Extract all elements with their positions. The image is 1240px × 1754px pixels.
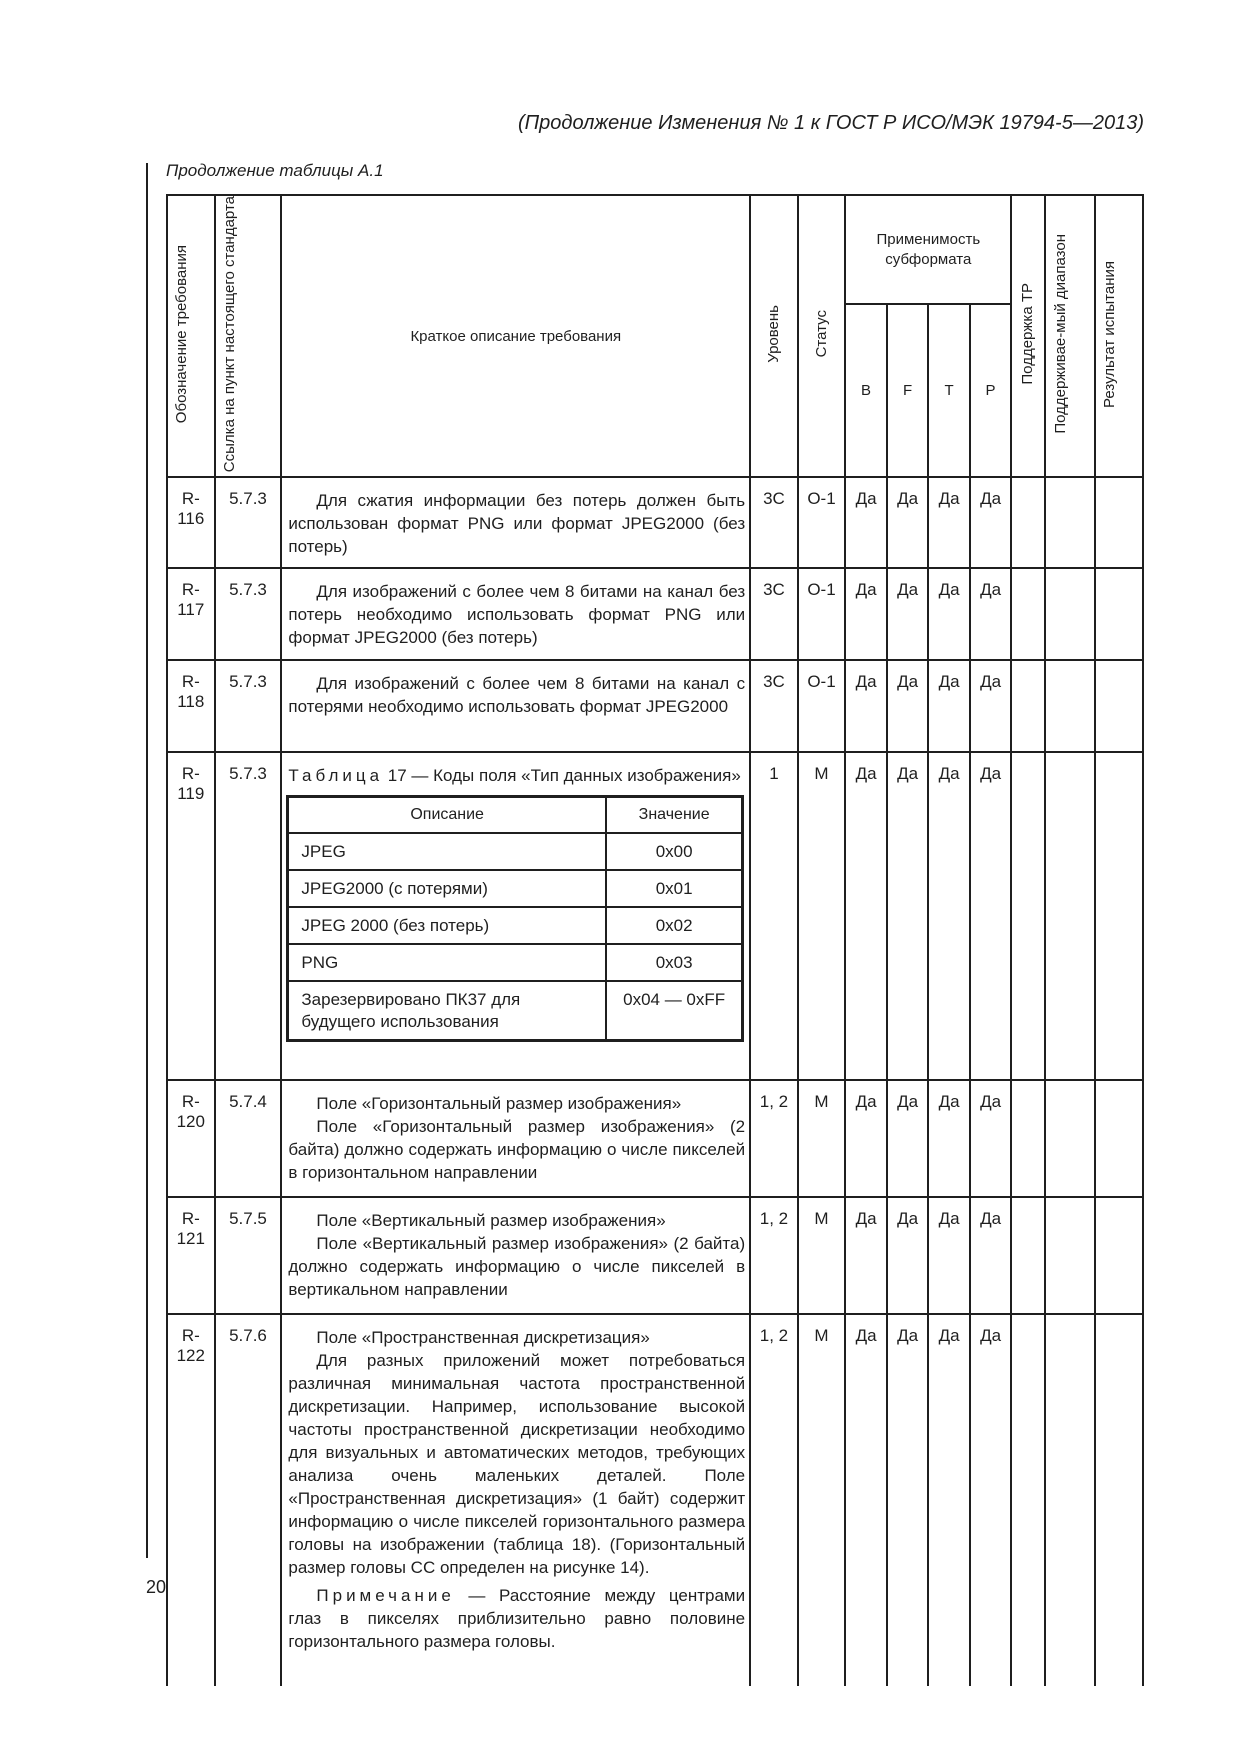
sub-b-value: Да	[855, 672, 877, 692]
inner-col-header-value: Значение	[606, 797, 743, 834]
col-header-status: Статус	[798, 195, 846, 477]
sub-t-value: Да	[938, 489, 960, 509]
supported-range-cell	[1045, 1314, 1096, 1686]
col-header-sub-b: B	[845, 304, 887, 477]
sub-t-value: Да	[938, 1209, 960, 1229]
code-description: PNG	[288, 944, 606, 981]
col-header-sub-p: P	[970, 304, 1012, 477]
note-label: Примечание	[316, 1586, 455, 1606]
req-description: Для изображений с более чем 8 битами на канал с потерями необходимо использовать формат JPEG2000	[288, 674, 746, 717]
code-value: 0x00	[606, 833, 743, 870]
sub-b-value: Да	[855, 580, 877, 600]
sub-p-value: Да	[980, 764, 1002, 784]
col-header-sub-f: F	[887, 304, 929, 477]
code-value: 0x01	[606, 870, 743, 907]
support-tr-cell	[1011, 568, 1044, 660]
req-id: R-118	[177, 672, 205, 712]
sub-f-value: Да	[897, 672, 919, 692]
supported-range-cell	[1045, 477, 1096, 568]
inner-table-row	[288, 944, 743, 981]
req-id: R-116	[177, 489, 205, 529]
col-header-ref: Ссылка на пункт настоящего стандарта	[215, 195, 282, 477]
inner-table-row	[288, 833, 743, 870]
sub-t-value: Да	[938, 1092, 960, 1112]
table-row	[167, 1080, 1143, 1197]
support-tr-cell	[1011, 1080, 1044, 1197]
sub-t-value: Да	[938, 672, 960, 692]
sub-p-value: Да	[980, 672, 1002, 692]
req-level: 1, 2	[759, 1209, 789, 1229]
col-header-support-tr: Поддержка ТР	[1011, 195, 1044, 477]
req-status: M	[814, 1326, 829, 1346]
code-value: 0x04 — 0xFF	[606, 981, 743, 1041]
sub-p-value: Да	[980, 1092, 1002, 1112]
req-status: O-1	[807, 672, 836, 692]
sub-b-value: Да	[855, 764, 877, 784]
table-row	[167, 568, 1143, 660]
req-id: R-121	[176, 1209, 205, 1249]
sub-f-value: Да	[897, 489, 919, 509]
req-id: R-117	[177, 580, 205, 620]
test-result-cell	[1095, 477, 1143, 568]
inner-table-row	[288, 981, 743, 1041]
req-level: 1, 2	[759, 1326, 789, 1346]
req-description: Поле «Горизонтальный размер изображения» Поле «Горизонтальный размер изображения» (2 байта) должно содержать информацию о числе пикселей в горизонтальном направлении	[288, 1094, 746, 1183]
req-field-title: Поле «Пространственная дискретизация»	[316, 1328, 650, 1348]
support-tr-cell	[1011, 752, 1044, 1080]
req-level: 3C	[763, 672, 785, 692]
test-result-cell	[1095, 752, 1143, 1080]
sub-p-value: Да	[980, 1326, 1002, 1346]
test-result-cell	[1095, 1314, 1143, 1686]
sub-t-value: Да	[938, 1326, 960, 1346]
req-id: R-122	[176, 1326, 205, 1366]
code-value: 0x02	[606, 907, 743, 944]
supported-range-cell	[1045, 1080, 1096, 1197]
inner-table-label: Таблица	[288, 766, 384, 786]
req-level: 3C	[763, 580, 785, 600]
page-number: 20	[146, 1577, 167, 1597]
inner-table-row	[288, 870, 743, 907]
req-id: R-119	[177, 764, 205, 804]
code-description: JPEG2000 (с потерями)	[288, 870, 606, 907]
sub-t-value: Да	[938, 580, 960, 600]
req-field-title: Поле «Вертикальный размер изображения»	[316, 1211, 666, 1231]
req-description: Для сжатия информации без потерь должен быть использован формат PNG или формат JPEG2000 (без потерь)	[288, 491, 746, 557]
req-status: O-1	[807, 580, 836, 600]
table-row	[167, 1314, 1143, 1686]
document-header: (Продолжение Изменения № 1 к ГОСТ Р ИСО/МЭК 19794-5—2013)	[517, 112, 1144, 134]
inner-table-title: 17 — Коды поля «Тип данных изображения»	[387, 766, 741, 786]
sub-b-value: Да	[855, 1326, 877, 1346]
code-value: 0x03	[606, 944, 743, 981]
req-ref: 5.7.3	[229, 580, 267, 600]
req-status: O-1	[807, 489, 836, 509]
support-tr-cell	[1011, 477, 1044, 568]
req-ref: 5.7.5	[229, 1209, 267, 1229]
inner-table-row	[288, 907, 743, 944]
data-type-codes-table	[286, 795, 744, 1042]
supported-range-cell	[1045, 568, 1096, 660]
requirements-table	[166, 194, 1144, 1686]
sub-p-value: Да	[980, 489, 1002, 509]
support-tr-cell	[1011, 1197, 1044, 1314]
col-header-applicability: Применимость субформата	[845, 195, 1011, 304]
req-id: R-120	[176, 1092, 205, 1132]
sub-f-value: Да	[897, 580, 919, 600]
sub-f-value: Да	[897, 1326, 919, 1346]
req-description	[282, 753, 749, 787]
sub-b-value: Да	[855, 489, 877, 509]
sub-p-value: Да	[980, 1209, 1002, 1229]
sub-f-value: Да	[897, 1092, 919, 1112]
sub-b-value: Да	[855, 1092, 877, 1112]
code-description: Зарезервировано ПК37 для будущего использования	[288, 981, 606, 1041]
req-level: 3C	[763, 489, 785, 509]
support-tr-cell	[1011, 660, 1044, 752]
table-row	[167, 752, 1143, 1080]
col-header-desc: Краткое описание требования	[281, 195, 750, 477]
supported-range-cell	[1045, 752, 1096, 1080]
req-description: Поле «Вертикальный размер изображения» Поле «Вертикальный размер изображения» (2 байта) должно содержать информацию о числе пикселей в вертикальном направлении	[288, 1211, 746, 1300]
code-description: JPEG 2000 (без потерь)	[288, 907, 606, 944]
sub-f-value: Да	[897, 764, 919, 784]
sub-t-value: Да	[938, 764, 960, 784]
table-caption: Продолжение таблицы А.1	[166, 161, 384, 180]
col-header-supported-range: Поддерживае-мый диапазон	[1045, 195, 1096, 477]
req-description: Для изображений с более чем 8 битами на канал без потерь необходимо использовать формат PNG или формат JPEG2000 (без потерь)	[288, 582, 746, 648]
req-ref: 5.7.4	[229, 1092, 267, 1112]
col-header-level: Уровень	[750, 195, 798, 477]
col-header-test-result: Результат испытания	[1095, 195, 1143, 477]
code-description: JPEG	[288, 833, 606, 870]
req-ref: 5.7.6	[229, 1326, 267, 1346]
sub-p-value: Да	[980, 580, 1002, 600]
req-ref: 5.7.3	[229, 489, 267, 509]
col-header-sub-t: T	[928, 304, 970, 477]
test-result-cell	[1095, 568, 1143, 660]
col-header-id: Обозначение требования	[167, 195, 215, 477]
req-level: 1, 2	[759, 1092, 789, 1112]
sub-f-value: Да	[897, 1209, 919, 1229]
note-text: — Расстояние между центрами глаз в пикселях приблизительно равно половине горизонтального размера головы.	[288, 1586, 746, 1652]
revision-bar	[146, 163, 148, 1558]
req-status: M	[814, 1092, 829, 1112]
req-ref: 5.7.3	[229, 764, 267, 784]
req-field-title: Поле «Горизонтальный размер изображения»	[316, 1094, 682, 1114]
req-status: M	[814, 1209, 829, 1229]
support-tr-cell	[1011, 1314, 1044, 1686]
req-level: 1	[769, 764, 779, 784]
req-ref: 5.7.3	[229, 672, 267, 692]
table-row	[167, 660, 1143, 752]
test-result-cell	[1095, 1080, 1143, 1197]
sub-b-value: Да	[855, 1209, 877, 1229]
req-status: M	[814, 764, 829, 784]
inner-col-header-desc: Описание	[288, 797, 606, 834]
table-row	[167, 477, 1143, 568]
supported-range-cell	[1045, 1197, 1096, 1314]
test-result-cell	[1095, 1197, 1143, 1314]
test-result-cell	[1095, 660, 1143, 752]
req-description: Поле «Пространственная дискретизация» Для разных приложений может потребоваться различная минимальная частота пространственной дискретизации. Например, использование высокой частоты пространственной дискретизации необходимо для визуальных и автоматических методов, требующих анализа очень маленьких деталей. Поле «Пространственная дискретизация» (1 байт) содержит информацию о числе пикселей горизонтального размера головы на изображении (таблица 18). (Горизонтальный размер головы CC определен на рисунке 14). Примечание — Расстояние между центрами глаз в пикселях приблизительно равно половине горизонтального размера головы.	[288, 1328, 746, 1652]
table-row	[167, 1197, 1143, 1314]
supported-range-cell	[1045, 660, 1096, 752]
